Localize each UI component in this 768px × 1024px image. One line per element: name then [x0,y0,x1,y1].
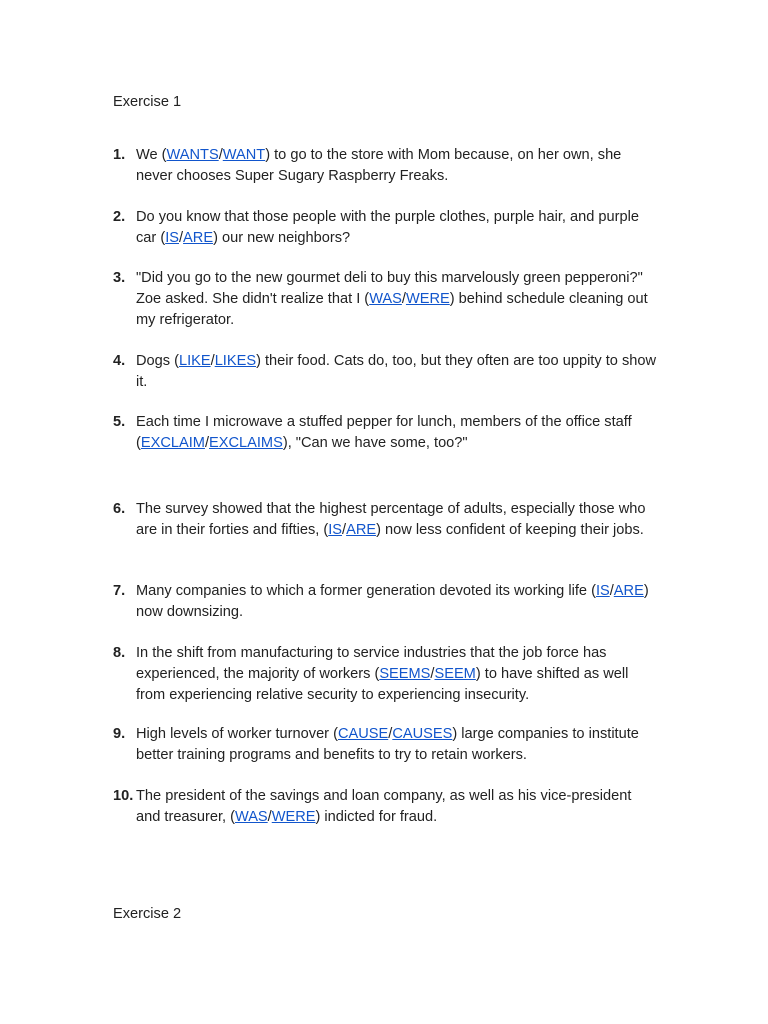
question-number: 3. [113,270,126,286]
option-separator: / [267,808,272,825]
question-number: 2. [113,209,126,225]
question-number: 1. [113,147,126,163]
answer-option-link[interactable]: WAS [234,808,268,825]
option-separator: / [401,290,406,307]
question-text-segment: The president of the savings and loan company, as well as his vice-president and treasurer, ( [136,788,632,825]
answer-option-link[interactable]: LIKES [214,353,257,369]
question-text-segment: ) to have shifted as well from experiencing relative security to experiencing insecurity. [136,665,629,703]
question-text [136,412,658,454]
answer-option-link[interactable]: LIKE [178,353,211,369]
question-text-segment: ) to go to the store with Mom because, on her own, she never chooses Super Sugary Raspberry Freaks. [136,147,622,184]
question-text-segment: In the shift from manufacturing to service industries that the job force has experienced, the majority of workers ( [136,645,607,682]
question-text-segment: High levels of worker turnover ( [136,726,338,742]
answer-option-link[interactable]: IS [165,229,179,246]
question-7 [113,581,658,623]
question-text [136,145,658,187]
question-text [136,207,658,249]
question-number: 6. [113,501,126,517]
question-text [136,268,658,330]
exercise-2-heading: Exercise 2 [113,906,182,922]
answer-option-link[interactable]: ARE [183,229,214,246]
question-text-segment: ) now less confident of keeping their jobs. [376,521,644,538]
question-text-segment: Do you know that those people with the purple clothes, purple hair, and purple car ( [136,209,639,246]
answer-option-link[interactable]: WAS [369,290,402,307]
question-number: 5. [113,414,126,430]
answer-option-link[interactable]: CAUSE [337,726,389,742]
question-number: 7. [113,583,126,599]
question-text [136,581,658,623]
question-text [136,499,658,541]
question-text-segment: "Did you go to the new gourmet deli to buy this marvelously green pepperoni?" Zoe asked. She didn't realize that I ( [136,270,643,307]
question-8 [113,643,658,705]
answer-option-link[interactable]: WANT [222,147,266,163]
question-number: 4. [113,353,126,369]
question-6 [113,499,658,541]
answer-option-link[interactable]: IS [328,521,343,538]
question-number: 9. [113,726,126,742]
answer-option-link[interactable]: WERE [271,808,316,825]
question-text-segment: ) now downsizing. [136,583,649,620]
question-5 [113,412,658,454]
option-separator: / [342,521,347,538]
question-text-segment: We ( [136,147,167,163]
answer-option-link[interactable]: IS [595,583,610,599]
question-text [136,724,658,766]
question-10 [113,786,658,828]
question-text-segment: Many companies to which a former generation devoted its working life ( [136,583,596,599]
question-9 [113,724,658,766]
answer-option-link[interactable]: EXCLAIM [140,434,205,451]
question-text-segment: ) our new neighbors? [213,229,351,246]
question-text-segment: ) large companies to institute better training programs and benefits to try to retain workers. [136,726,639,763]
question-number: 8. [113,645,126,661]
answer-option-link[interactable]: SEEM [434,665,476,682]
question-text-segment: Dogs ( [136,353,179,369]
answer-option-link[interactable]: EXCLAIMS [209,434,283,451]
option-separator: / [430,665,435,682]
option-separator: / [204,434,210,451]
answer-option-link[interactable]: WERE [405,290,450,307]
question-1 [113,145,658,187]
question-text [136,786,658,828]
answer-option-link[interactable]: ARE [613,583,644,599]
option-separator: / [609,583,614,599]
option-separator: / [178,229,184,246]
answer-option-link[interactable]: ARE [346,521,377,538]
question-text [136,643,658,705]
question-4 [113,351,658,393]
option-separator: / [218,147,223,163]
exercise-1-heading: Exercise 1 [113,94,182,110]
answer-option-link[interactable]: WANTS [166,147,219,163]
answer-option-link[interactable]: SEEMS [379,665,431,682]
question-text-segment: The survey showed that the highest percentage of adults, especially those who are in their forties and fifties, ( [136,501,646,538]
question-text-segment: ), "Can we have some, too?" [282,434,468,451]
option-separator: / [210,353,215,369]
answer-option-link[interactable]: CAUSES [392,726,453,742]
question-2 [113,207,658,249]
question-text-segment: Each time I microwave a stuffed pepper for lunch, members of the office staff ( [136,414,632,451]
option-separator: / [388,726,393,742]
question-number: 10. [113,788,134,804]
question-text-segment: ) their food. Cats do, too, but they often are too uppity to show it. [136,353,657,390]
question-text-segment: ) behind schedule cleaning out my refrigerator. [136,290,648,328]
question-text-segment: ) indicted for fraud. [315,808,438,825]
question-3 [113,268,658,330]
question-text [136,351,658,393]
